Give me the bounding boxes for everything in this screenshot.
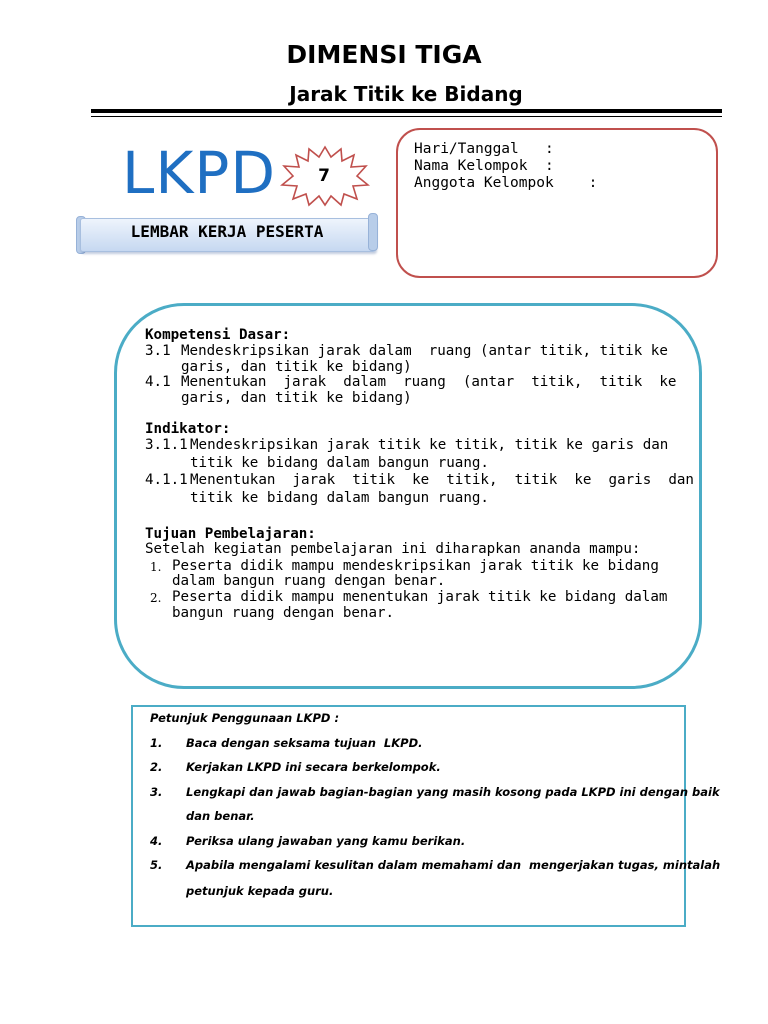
tujuan-item-num: 1. [150,560,162,574]
kompetensi-heading: Kompetensi Dasar: [145,327,291,343]
kompetensi-item-num: 4.1 [145,374,171,390]
tujuan-intro: Setelah kegiatan pembelajaran ini diharapkan ananda mampu: [145,541,641,557]
tujuan-item-num: 2. [150,591,162,605]
group-name-field-label: Nama Kelompok : [414,158,554,174]
petunjuk-item-num: 1. [150,736,163,750]
indikator-item-num: 4.1.1 [145,472,188,488]
header-divider-thin [91,116,722,117]
header-divider-thick [91,109,722,113]
petunjuk-item-num: 2. [150,760,163,774]
indikator-item-line: Mendeskripsikan jarak titik ke titik, titik ke garis dan [190,437,669,453]
tujuan-item-line: Peserta didik mampu mendeskripsikan jarak titik ke bidang [172,558,659,574]
tujuan-heading: Tujuan Pembelajaran: [145,526,316,542]
petunjuk-item-num: 5. [150,858,163,872]
banner-label: LEMBAR KERJA PESERTA [130,222,324,241]
kompetensi-item-line: Menentukan jarak dalam ruang (antar titik, titik ke [181,374,677,390]
petunjuk-item-line: Periksa ulang jawaban yang kamu berikan. [186,834,466,848]
group-members-field-label: Anggota Kelompok : [414,175,598,191]
indikator-item-line: Menentukan jarak titik ke titik, titik ke garis dan [190,472,694,488]
date-field-label: Hari/Tanggal : [414,141,554,157]
petunjuk-heading: Petunjuk Penggunaan LKPD : [150,711,340,725]
lkpd-logo: LKPD [122,139,276,207]
page-title: DIMENSI TIGA [286,40,482,69]
petunjuk-item-line: petunjuk kepada guru. [186,884,334,898]
page-subtitle: Jarak Titik ke Bidang [289,82,523,106]
kompetensi-item-line: garis, dan titik ke bidang) [181,390,412,406]
petunjuk-item-line: Lengkapi dan jawab bagian-bagian yang masih kosong pada LKPD ini dengan baik [186,785,720,799]
indikator-item-line: titik ke bidang dalam bangun ruang. [190,455,489,471]
petunjuk-item-line: Apabila mengalami kesulitan dalam memahami dan mengerjakan tugas, mintalah [186,858,721,872]
kompetensi-item-line: garis, dan titik ke bidang) [181,359,412,375]
indikator-item-num: 3.1.1 [145,437,188,453]
kompetensi-item-num: 3.1 [145,343,171,359]
tujuan-item-line: Peserta didik mampu menentukan jarak titik ke bidang dalam [172,589,668,605]
indikator-heading: Indikator: [145,421,231,437]
petunjuk-item-line: dan benar. [186,809,255,823]
lkpd-number: 7 [318,166,330,186]
indikator-item-line: titik ke bidang dalam bangun ruang. [190,490,489,506]
petunjuk-item-num: 3. [150,785,163,799]
tujuan-item-line: bangun ruang dengan benar. [172,605,395,621]
petunjuk-item-num: 4. [150,834,163,848]
kompetensi-item-line: Mendeskripsikan jarak dalam ruang (antar titik, titik ke [181,343,668,359]
tujuan-item-line: dalam bangun ruang dengan benar. [172,573,446,589]
petunjuk-item-line: Baca dengan seksama tujuan LKPD. [186,736,423,750]
petunjuk-item-line: Kerjakan LKPD ini secara berkelompok. [186,760,441,774]
